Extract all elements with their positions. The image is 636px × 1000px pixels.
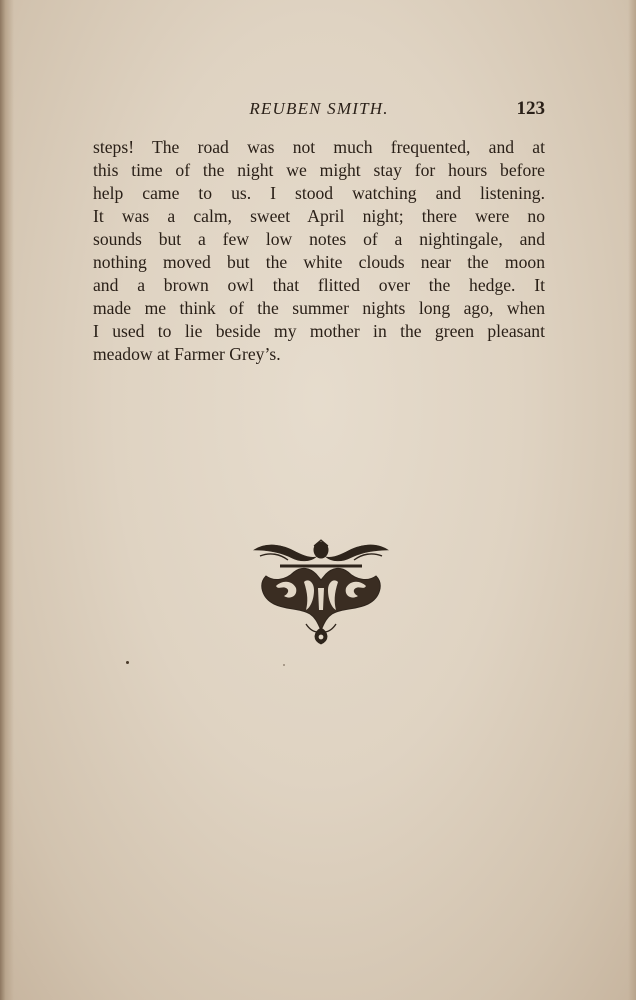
text-line: and a brown owl that flitted over the hedge. It — [93, 275, 545, 295]
running-head — [93, 99, 545, 123]
running-title: REUBEN SMITH. — [249, 99, 389, 118]
page-number: 123 — [516, 98, 545, 119]
text-line: sounds but a few low notes of a nightingale, and — [93, 229, 545, 249]
text-line: help came to us. I stood watching and listening. — [93, 183, 545, 203]
text-line: this time of the night we might stay for hours before — [93, 160, 545, 180]
text-line: nothing moved but the white clouds near the moon — [93, 252, 545, 272]
paper-speck — [283, 664, 285, 666]
paper-speck — [126, 661, 129, 664]
text-line: made me think of the summer nights long ago, when — [93, 298, 545, 318]
text-line: I used to lie beside my mother in the green pleasant — [93, 321, 545, 341]
text-line: meadow at Farmer Grey’s. — [93, 344, 281, 364]
text-line: steps! The road was not much frequented, and at — [93, 137, 545, 157]
body-paragraph — [93, 136, 545, 366]
floral-tailpiece-icon — [252, 538, 390, 646]
text-line: It was a calm, sweet April night; there were no — [93, 206, 545, 226]
